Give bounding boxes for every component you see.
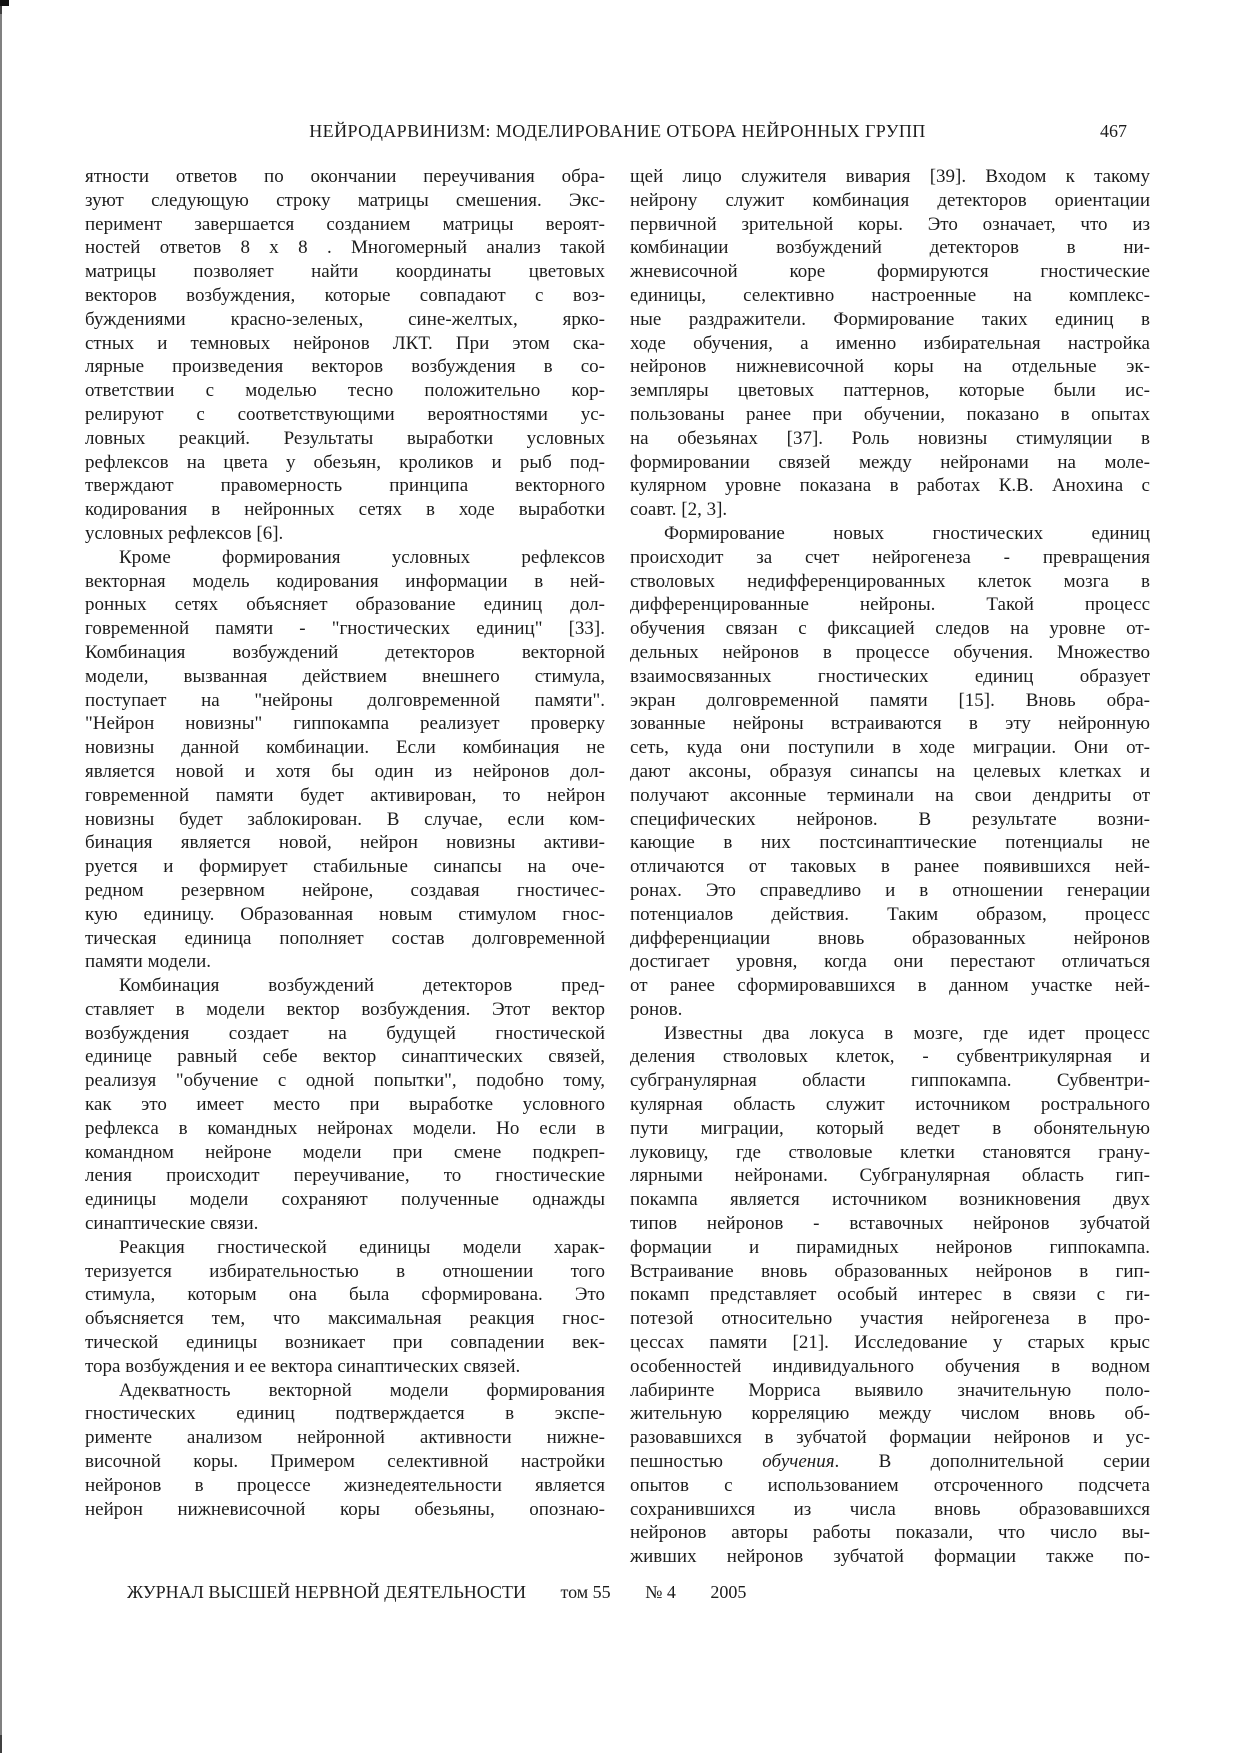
paragraph — [85, 546, 605, 974]
paragraph — [85, 1379, 605, 1522]
text-line: комбинации возбуждений детекторов в ни- — [630, 237, 1150, 259]
paragraph — [630, 522, 1150, 1022]
page-footer — [127, 1582, 746, 1603]
text-line: гностических единиц подтверждается в экспе- — [85, 1403, 605, 1425]
text-line: покамп представляет особый интерес в связи с ги- — [630, 1284, 1150, 1306]
text-line: кодирования в нейронных сетях в ходе выработки — [85, 499, 605, 521]
volume-label: том 55 — [560, 1582, 611, 1602]
text-line: нейронов в процессе жизнедеятельности является — [85, 1474, 605, 1496]
journal-name: ЖУРНАЛ ВЫСШЕЙ НЕРВНОЙ ДЕЯТЕЛЬНОСТИ — [127, 1582, 526, 1602]
text-line: рефлексов на цвета у обезьян, кроликов и рыб под- — [85, 451, 605, 473]
text-line: лярными нейронами. Субгранулярная область гип- — [630, 1165, 1150, 1187]
text-line: ления происходит переучивание, то гностические — [85, 1165, 605, 1187]
paragraph — [630, 1022, 1150, 1569]
paragraph — [85, 165, 605, 546]
text-line: единицы модели сохраняют полученные однажды — [85, 1189, 605, 1211]
scan-edge-artifact — [0, 0, 2, 1753]
text-line: стволовых недифференцированных клеток мозга в — [630, 570, 1150, 592]
text-line: дают аксоны, образуя синапсы на целевых клетках и — [630, 760, 1150, 782]
text-line: получают аксонные терминали на свои дендриты от — [630, 784, 1150, 806]
text-line: кую единицу. Образованная новым стимулом гнос- — [85, 903, 605, 925]
text-line: поступает на "нейроны долговременной памяти". — [85, 689, 605, 711]
text-line: ловных реакций. Результаты выработки условных — [85, 427, 605, 449]
text-line: ронных сетях объясняет образование единиц дол- — [85, 594, 605, 616]
text-line: тверждают правомерность принципа векторного — [85, 475, 605, 497]
text-line: сеть, куда они поступили в ходе миграции. Они от- — [630, 737, 1150, 759]
text-line: памяти модели. — [85, 951, 212, 973]
text-line: бинация является новой, нейрон новизны активи- — [85, 832, 605, 854]
text-line: модели, вызванная действием внешнего стимула, — [85, 665, 605, 687]
text-line: стимула, которым она была сформирована. Это — [85, 1284, 605, 1306]
text-line: как это имеет место при выработке условного — [85, 1094, 605, 1116]
text-line: лабиринте Морриса выявило значительную поло- — [630, 1379, 1150, 1401]
text-line: буждениями красно-зеленых, сине-желтых, ярко- — [85, 308, 605, 330]
text-line: реализуя "обучение с одной попытки", подобно тому, — [85, 1070, 605, 1092]
text-line: векторов возбуждения, которые совпадают с воз- — [85, 284, 605, 306]
text-line: специфических нейронов. В результате возни- — [630, 808, 1150, 830]
text-line: типов нейронов - вставочных нейронов зубчатой — [630, 1213, 1150, 1235]
paragraph — [85, 974, 605, 1236]
text-line: луковицу, где стволовые клетки становятся грану- — [630, 1141, 1150, 1163]
text-line: говременной памяти - "гностических единиц" [33]. — [85, 618, 605, 640]
text-line: жневисочной коре формируются гностические — [630, 261, 1150, 283]
text-line: Реакция гностической единицы модели харак- — [119, 1236, 605, 1258]
text-line: потенциалов действия. Таким образом, процесс — [630, 903, 1150, 925]
text-line: взаимосвязанных гностических единиц образует — [630, 665, 1150, 687]
text-line: ные раздражители. Формирование таких единиц в — [630, 308, 1150, 330]
text-line: нейронов нижневисочной коры на отдельные эк- — [630, 356, 1150, 378]
text-line: Адекватность векторной модели формирования — [119, 1379, 605, 1401]
text-line: является новой и хотя бы один из нейронов дол- — [85, 760, 605, 782]
year-label: 2005 — [710, 1582, 747, 1602]
text-line: отличаются от таковых в ранее появившихся ней- — [630, 856, 1150, 878]
text-line: достигает уровня, когда они перестают отличаться — [630, 951, 1150, 973]
text-line: дифференцированные нейроны. Такой процесс — [630, 594, 1150, 616]
text-line: потезой относительно участия нейрогенеза в про- — [630, 1308, 1150, 1330]
text-line: Кроме формирования условных рефлексов — [119, 546, 605, 568]
text-line: матрицы позволяет найти координаты цветовых — [85, 261, 605, 283]
plain-text: . В дополнительной серии — [834, 1451, 1150, 1473]
text-line: от ранее сформировавшихся в данном участке ней- — [630, 975, 1150, 997]
text-line: субгранулярная области гиппокампа. Субвентри- — [630, 1070, 1150, 1092]
column-right — [630, 165, 1150, 1569]
text-line: синаптические связи. — [85, 1213, 259, 1235]
text-line: живших нейронов зубчатой формации также по- — [630, 1546, 1150, 1568]
text-line: разовавшихся в зубчатой формации нейронов и ус- — [630, 1427, 1150, 1449]
text-line: кающие в них постсинаптические потенциалы не — [630, 832, 1150, 854]
plain-text: пешностью — [630, 1451, 763, 1473]
text-line: формации и пирамидных нейронов гиппокампа. — [630, 1236, 1150, 1258]
text-line: возбуждения создает на будущей гностической — [85, 1022, 605, 1044]
text-line: обучения связан с фиксацией следов на уровне от- — [630, 618, 1150, 640]
text-line: Встраивание вновь образованных нейронов в гип- — [630, 1260, 1150, 1282]
text-line: единице равный себе вектор синаптических связей, — [85, 1046, 605, 1068]
page-number: 467 — [1100, 121, 1127, 141]
text-line: рименте анализом нейронной активности нижне- — [85, 1427, 605, 1449]
text-line: говременной памяти будет активирован, то нейрон — [85, 784, 605, 806]
text-line: релируют с соответствующими вероятностями ус- — [85, 403, 605, 425]
text-line: Комбинация возбуждений детекторов пред- — [119, 975, 605, 997]
text-line: новизны будет заблокирован. В случае, если ком- — [85, 808, 605, 830]
text-line: первичной зрительной коры. Это означает, что из — [630, 213, 1150, 235]
text-line: единицы, селективно настроенные на комплекс- — [630, 284, 1150, 306]
text-line: тической единицы возникает при совпадении век- — [85, 1332, 605, 1354]
text-line: новизны данной комбинации. Если комбинация не — [85, 737, 605, 759]
text-line: дифференциации вновь образованных нейронов — [630, 927, 1150, 949]
text-line — [630, 1450, 1150, 1474]
text-line: объясняется тем, что максимальная реакция гнос- — [85, 1308, 605, 1330]
text-line: нейрон нижневисочной коры обезьяны, опознаю- — [85, 1498, 605, 1520]
text-line: особенностей индивидуального обучения в водном — [630, 1355, 1150, 1377]
text-line: на обезьянах [37]. Роль новизны стимуляции в — [630, 427, 1150, 449]
text-line: ответствии с моделью тесно положительно кор- — [85, 380, 605, 402]
text-line: зуют следующую строку матрицы смешения. Экс- — [85, 189, 605, 211]
paragraph — [630, 165, 1150, 522]
text-line: стных и темновых нейронов ЛКТ. При этом ска- — [85, 332, 605, 354]
text-line: жительную корреляцию между числом вновь об- — [630, 1403, 1150, 1425]
text-line: ностей ответов 8 x 8 . Многомерный анализ такой — [85, 237, 605, 259]
text-line: Комбинация возбуждений детекторов векторной — [85, 641, 605, 663]
text-line: деления стволовых клеток, - субвентрикулярная и — [630, 1046, 1150, 1068]
text-line: Известны два локуса в мозге, где идет процесс — [664, 1022, 1150, 1044]
text-line: тическая единица пополняет состав долговременной — [85, 927, 605, 949]
text-line: редном резервном нейроне, создавая гностичес- — [85, 879, 605, 901]
text-line: нейрону служит комбинация детекторов ориентации — [630, 189, 1150, 211]
text-line: кулярная область служит источником рострального — [630, 1094, 1150, 1116]
text-line: ронов. — [630, 998, 683, 1020]
paragraph — [85, 1236, 605, 1379]
text-line: экран долговременной памяти [15]. Вновь обра- — [630, 689, 1150, 711]
text-line: височной коры. Примером селективной настройки — [85, 1451, 605, 1473]
text-line: командном нейроне модели при смене подкреп- — [85, 1141, 605, 1163]
text-line: руется и формирует стабильные синапсы на оче- — [85, 856, 605, 878]
text-line: ходе обучения, а именно избирательная настройка — [630, 332, 1150, 354]
page-header — [85, 121, 1150, 147]
text-line: ятности ответов по окончании переучивания обра- — [85, 166, 605, 187]
italic-text: обучения — [762, 1451, 835, 1473]
text-line: зованные нейроны встраиваются в эту нейронную — [630, 713, 1150, 735]
text-line: ставляет в модели вектор возбуждения. Этот вектор — [85, 998, 605, 1020]
text-line: Формирование новых гностических единиц — [664, 522, 1150, 544]
text-line: перимент завершается созданием матрицы вероят- — [85, 213, 605, 235]
text-line: лярные произведения векторов возбуждения в со- — [85, 356, 605, 378]
text-line: векторная модель кодирования информации в ней- — [85, 570, 605, 592]
text-line: покампа является источником возникновения двух — [630, 1189, 1150, 1211]
text-line: рефлекса в командных нейронах модели. Но если в — [85, 1117, 605, 1139]
running-title: НЕЙРОДАРВИНИЗМ: МОДЕЛИРОВАНИЕ ОТБОРА НЕЙРОННЫХ ГРУПП — [309, 121, 926, 141]
text-line: нейронов авторы работы показали, что число вы- — [630, 1522, 1150, 1544]
text-line: пользованы ранее при обучении, показано в опытах — [630, 403, 1150, 425]
text-line: цессах памяти [21]. Исследование у старых крыс — [630, 1332, 1150, 1354]
scan-corner-artifact — [0, 0, 9, 6]
text-line: опытов с использованием отсроченного подсчета — [630, 1474, 1150, 1496]
text-line: пути миграции, который ведет в обонятельную — [630, 1117, 1150, 1139]
text-line: тора возбуждения и ее вектора синаптических связей. — [85, 1355, 521, 1377]
article-body — [85, 165, 1150, 1569]
text-line: соавт. [2, 3]. — [630, 499, 728, 521]
text-line: щей лицо служителя вивария [39]. Входом к такому — [630, 166, 1150, 187]
text-line: условных рефлексов [6]. — [85, 522, 284, 544]
text-line: "Нейрон новизны" гиппокампа реализует проверку — [85, 713, 605, 735]
text-line: ронах. Это справедливо и в отношении генерации — [630, 879, 1150, 901]
text-line: теризуется избирательностью в отношении того — [85, 1260, 605, 1282]
text-line: земпляры цветовых паттернов, которые были ис- — [630, 380, 1150, 402]
text-line: сохранившихся из числа вновь образовавшихся — [630, 1498, 1150, 1520]
issue-label: № 4 — [645, 1582, 676, 1602]
text-line: кулярном уровне показана в работах К.В. Анохина с — [630, 475, 1150, 497]
column-left — [85, 165, 605, 1569]
text-line: дельных нейронов в процессе обучения. Множество — [630, 641, 1150, 663]
text-line: формировании связей между нейронами на моле- — [630, 451, 1150, 473]
text-line: происходит за счет нейрогенеза - превращения — [630, 546, 1150, 568]
